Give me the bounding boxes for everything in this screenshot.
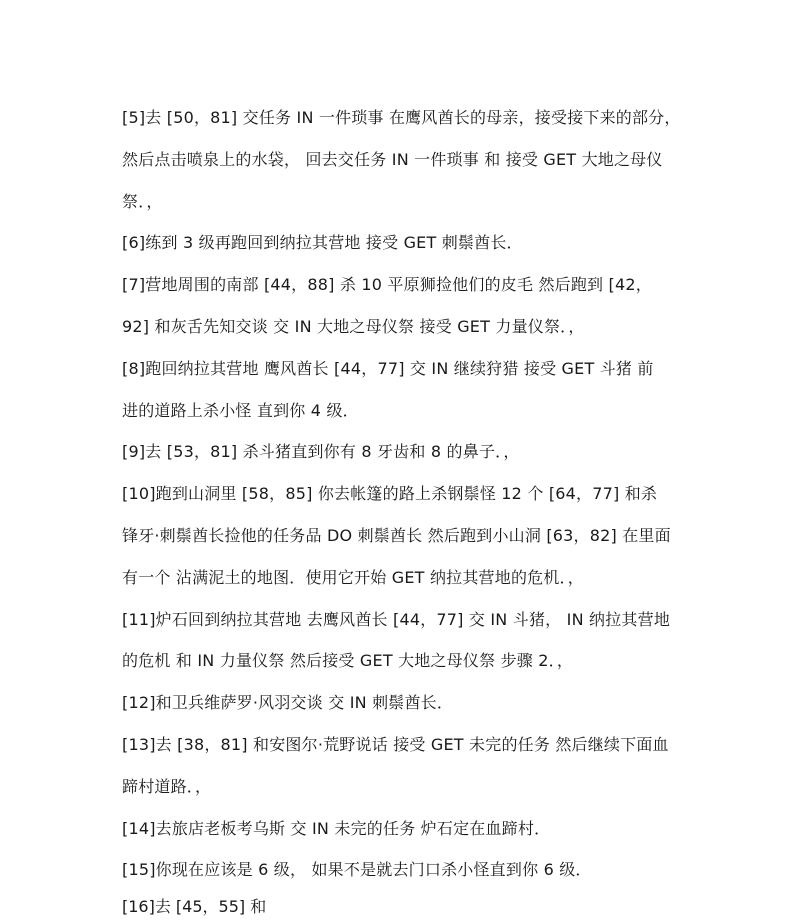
text-line-13: [11]炉石回到纳拉其营地 去鹰风酋长 [44，77] 交 IN 斗猪， IN 纳拉其营地 xyxy=(122,609,671,629)
text-line-11: 锋牙·刺鬃酋长捡他的任务品 DO 刺鬃酋长 然后跑到小山洞 [63，82] 在里面 xyxy=(122,525,671,545)
text-line-10: [10]跑到山洞里 [58，85] 你去帐篷的路上杀钢鬃怪 12 个 [64，77] 和杀 xyxy=(122,484,658,504)
text-line-12: 有一个 沾满泥土的地图．使用它开始 GET 纳拉其营地的危机．， xyxy=(122,567,584,587)
text-line-5: [7]营地周围的南部 [44，88] 杀 10 平原狮捡他们的皮毛 然后跑到 [42， xyxy=(122,275,652,295)
text-line-1: [5]去 [50，81] 交任务 IN 一件琐事 在鹰风酋长的母亲，接受接下来的部分， xyxy=(122,108,681,127)
text-line-cut-off: [16]去 [45，55] 和 xyxy=(122,897,267,916)
text-line-19: [15]你现在应该是 6 级， 如果不是就去门口杀小怪直到你 6 级． xyxy=(122,860,592,880)
text-line-15: [12]和卫兵维萨罗·风羽交谈 交 IN 刺鬃酋长． xyxy=(122,693,454,713)
text-line-8: 进的道路上杀小怪 直到你 4 级． xyxy=(122,400,359,420)
text-line-14: 的危机 和 IN 力量仪祭 然后接受 GET 大地之母仪祭 步骤 2．， xyxy=(122,651,574,671)
text-line-18: [14]去旅店老板考乌斯 交 IN 未完的任务 炉石定在血蹄村． xyxy=(122,818,551,838)
text-line-3: 祭．， xyxy=(122,191,163,211)
text-line-16: [13]去 [38，81] 和安图尔·荒野说话 接受 GET 未完的任务 然后继续下面血 xyxy=(122,734,669,754)
text-line-4: [6]练到 3 级再跑回到纳拉其营地 接受 GET 刺鬃酋长． xyxy=(122,233,523,253)
text-line-7: [8]跑回纳拉其营地 鹰风酋长 [44，77] 交 IN 继续狩猎 接受 GET 斗猪 前 xyxy=(122,358,654,378)
text-line-6: 92] 和灰舌先知交谈 交 IN 大地之母仪祭 接受 GET 力量仪祭．， xyxy=(122,316,585,336)
text-line-17: 蹄村道路．， xyxy=(122,776,212,796)
text-line-2: 然后点击喷泉上的水袋， 回去交任务 IN 一件琐事 和 接受 GET 大地之母仪 xyxy=(122,149,663,169)
text-line-9: [9]去 [53，81] 杀斗猪直到你有 8 牙齿和 8 的鼻子．， xyxy=(122,442,520,462)
document-body xyxy=(122,104,692,898)
